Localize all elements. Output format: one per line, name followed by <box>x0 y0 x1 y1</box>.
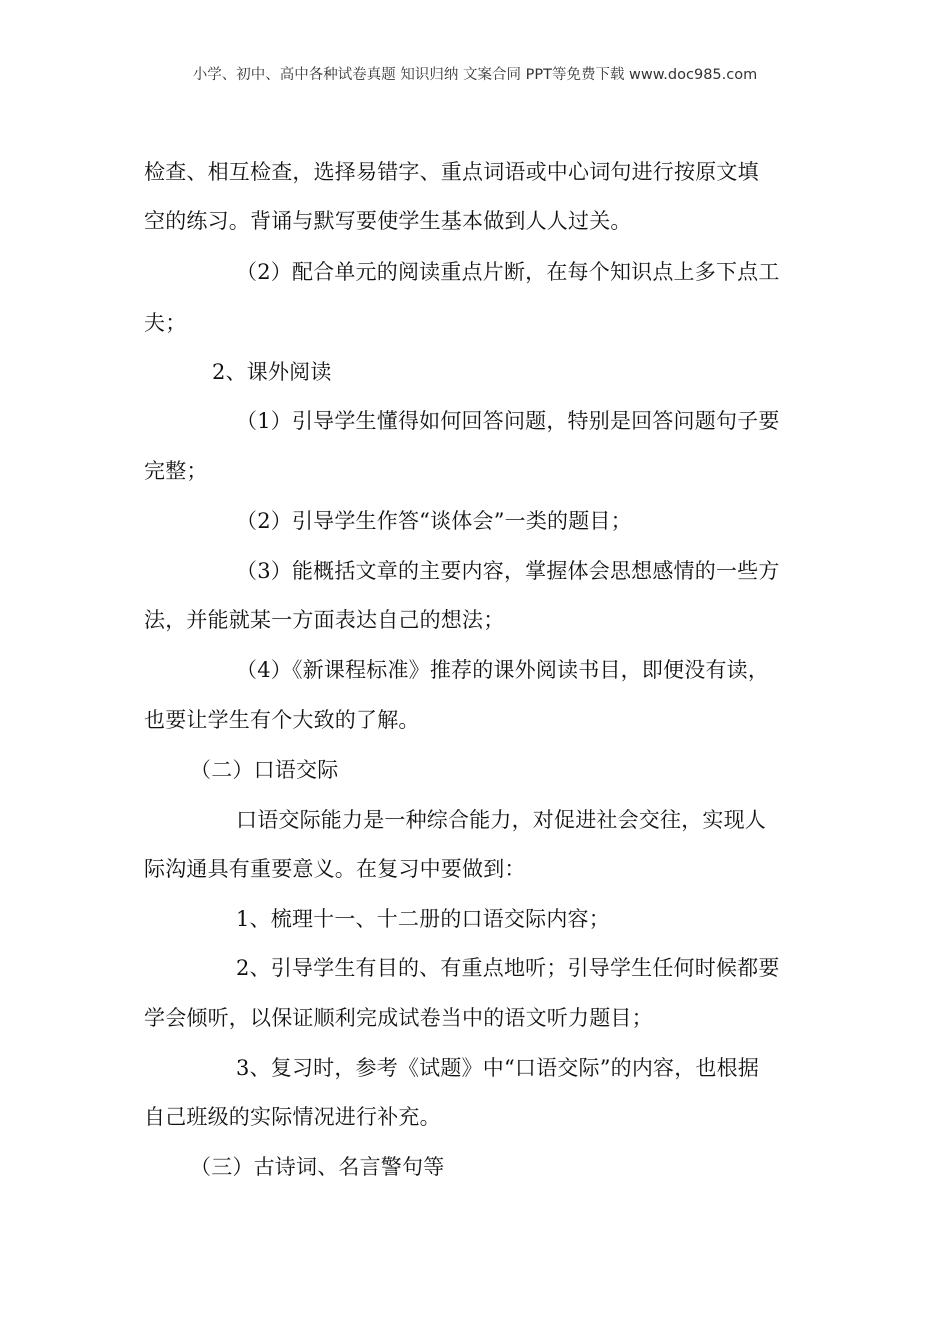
text-line: （1）引导学生懂得如何回答问题，特别是回答问题句子要 <box>236 409 780 433</box>
text-line: 检查、相互检查，选择易错字、重点词语或中心词句进行按原文填 <box>144 160 759 184</box>
section-heading: 2、课外阅读 <box>212 360 332 384</box>
text-line: （2）引导学生作答“谈体会”一类的题目； <box>236 509 632 533</box>
text-line: 自己班级的实际情况进行补充。 <box>144 1105 441 1129</box>
text-line: （2）配合单元的阅读重点片断，在每个知识点上多下点工 <box>236 260 780 284</box>
text-line: 法，并能就某一方面表达自己的想法； <box>144 608 505 632</box>
text-line: （3）能概括文章的主要内容，掌握体会思想感情的一些方 <box>236 559 780 583</box>
text-line: （4）《新课程标准》推荐的课外阅读书目，即便没有读， <box>236 658 770 682</box>
text-line: 口语交际能力是一种综合能力，对促进社会交往，实现人 <box>236 808 766 832</box>
section-heading: （三）古诗词、名言警句等 <box>190 1155 445 1179</box>
page-header: 小学、初中、高中各种试卷真题 知识归纳 文案合同 PPT等免费下载 www.doc985.com <box>192 67 758 83</box>
text-line: 学会倾听，以保证顺利完成试卷当中的语文听力题目； <box>144 1006 653 1030</box>
text-line: 空的练习。背诵与默写要使学生基本做到人人过关。 <box>144 209 632 233</box>
text-line: 夫； <box>144 311 187 335</box>
text-line: 2、引导学生有目的、有重点地听；引导学生任何时候都要 <box>236 956 780 980</box>
section-heading: （二）口语交际 <box>190 758 339 782</box>
text-line: 际沟通具有重要意义。在复习中要做到： <box>144 857 526 881</box>
text-line: 3、复习时，参考《试题》中“口语交际”的内容，也根据 <box>236 1056 760 1080</box>
text-line: 1、梳理十一、十二册的口语交际内容； <box>236 907 610 931</box>
text-line: 也要让学生有个大致的了解。 <box>144 708 420 732</box>
text-line: 完整； <box>144 459 208 483</box>
